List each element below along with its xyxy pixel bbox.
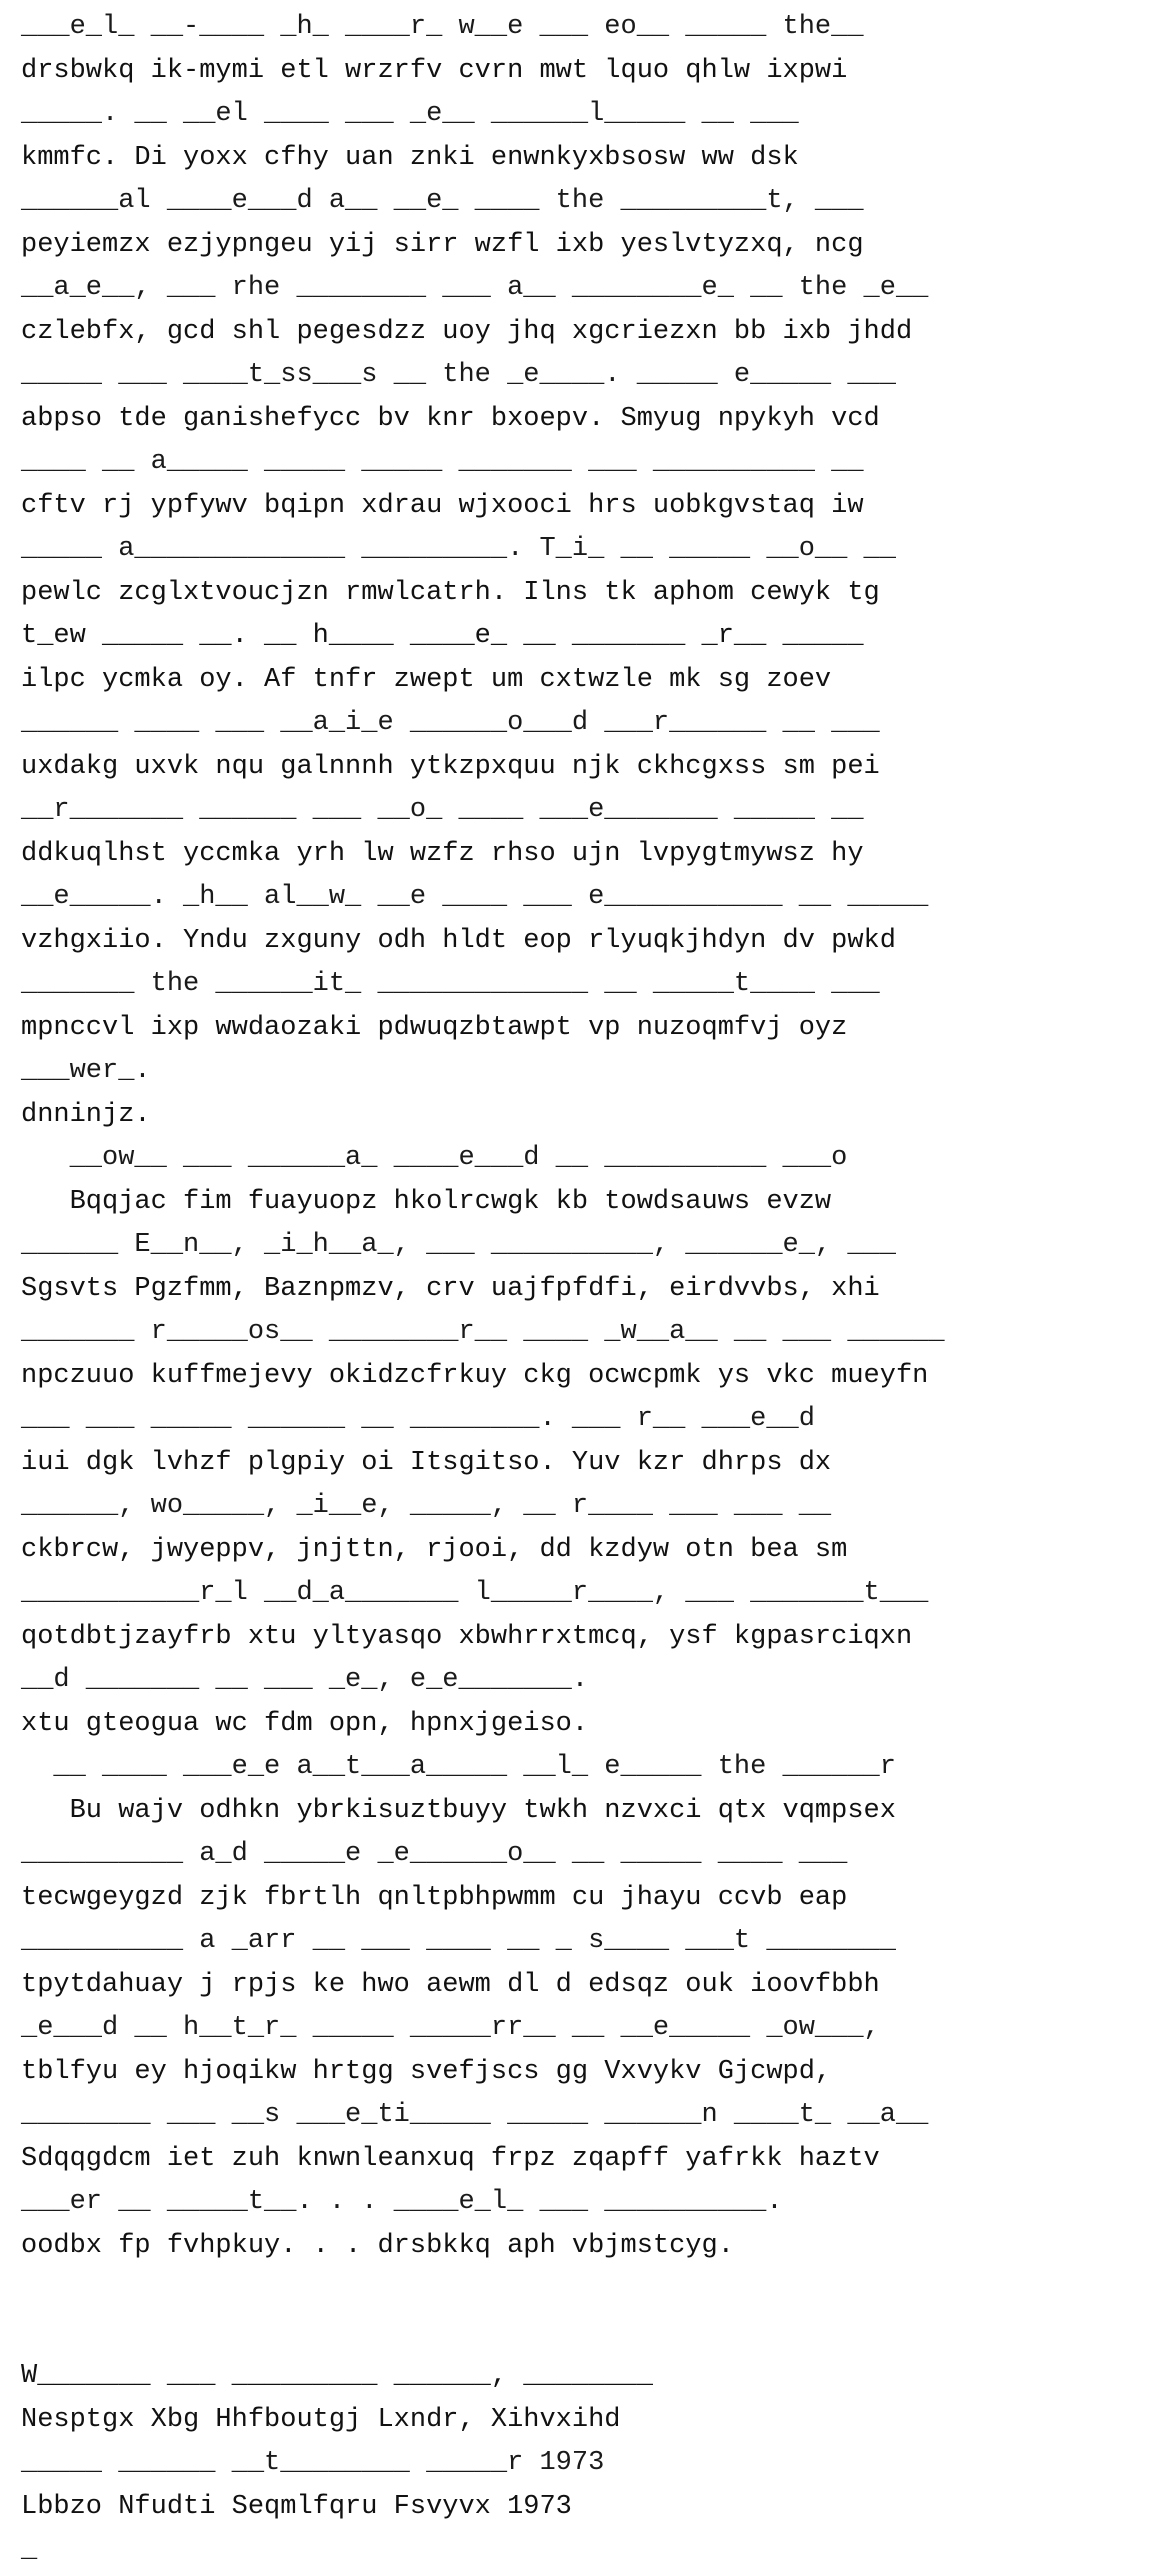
blank-line <box>21 2312 1141 2356</box>
text-line: ___wer_. <box>21 1056 151 1086</box>
text-line: __________ a _arr __ ___ ____ __ _ s____ ___t ________ <box>21 1926 896 1956</box>
text-line: Sgsvts Pgzfmm, Baznpmzv, crv uajfpfdfi, eirdvvbs, xhi <box>21 1273 880 1304</box>
text-line: __________ a_d _____e _e______o__ __ _____ ____ ___ <box>21 1839 848 1869</box>
text-line: __ ____ ___e_e a__t___a_____ __l_ e_____ the ______r <box>21 1752 896 1782</box>
text-line: _____ ___ ____t_ss___s __ the _e____. _____ e_____ ___ <box>21 360 896 390</box>
text-line: _______ the ______it_ _____________ __ _____t____ ___ <box>21 969 880 999</box>
text-line: cftv rj ypfywv bqipn xdrau wjxooci hrs uobkgvstaq iw <box>21 490 864 521</box>
text-line: ______al ____e___d a__ __e_ ____ the _________t, ___ <box>21 186 864 216</box>
text-line: t_ew _____ __. __ h____ ____e_ __ _______ _r__ _____ <box>21 621 864 651</box>
text-line: npczuuo kuffmejevy okidzcfrkuy ckg ocwcpmk ys vkc mueyfn <box>21 1360 929 1391</box>
text-line: tecwgeygzd zjk fbrtlh qnltpbhpwmm cu jhayu ccvb eap <box>21 1882 848 1913</box>
text-line: ______, wo_____, _i__e, _____, __ r____ ___ ___ __ <box>21 1491 832 1521</box>
text-line: ___________r_l __d_a_______ l_____r____, ___ _______t___ <box>21 1578 929 1608</box>
text-line: qotdbtjzayfrb xtu yltyasqo xbwhrrxtmcq, ysf kgpasrciqxn <box>21 1621 913 1652</box>
text-line: ddkuqlhst yccmka yrh lw wzfz rhso ujn lvpygtmywsz hy <box>21 838 864 869</box>
text-line: abpso tde ganishefycc bv knr bxoepv. Smyug npykyh vcd <box>21 403 880 434</box>
text-line: oodbx fp fvhpkuy. . . drsbkkq aph vbjmstcyg. <box>21 2230 734 2261</box>
text-line: czlebfx, gcd shl pegesdzz uoy jhq xgcriezxn bb ixb jhdd <box>21 316 913 347</box>
text-line: tpytdahuay j rpjs ke hwo aewm dl d edsqz ouk ioovfbbh <box>21 1969 880 2000</box>
text-line: __d _______ __ ___ _e_, e_e_______. <box>21 1665 589 1695</box>
text-line: ______ ____ ___ __a_i_e ______o___d ___r______ __ ___ <box>21 708 880 738</box>
text-line: ___e_l_ __-____ _h_ ____r_ w__e ___ eo__ _____ the__ <box>21 12 864 42</box>
blank-line <box>21 2268 1141 2312</box>
text-line: _____ a_____________ _________. T_i_ __ _____ __o__ __ <box>21 534 896 564</box>
text-line: __r_______ ______ ___ __o_ ____ ___e_______ _____ __ <box>21 795 864 825</box>
text-line: Nesptgx Xbg Hhfboutgj Lxndr, Xihvxihd <box>21 2404 621 2435</box>
text-line: ______ E__n__, _i_h__a_, ___ __________, ______e_, ___ <box>21 1230 896 1260</box>
text-line: dnninjz. <box>21 1099 151 1130</box>
text-line: _e___d __ h__t_r_ _____ _____rr__ __ __e_____ _ow___, <box>21 2013 880 2043</box>
text-line: _______ r_____os__ ________r__ ____ _w__a__ __ ___ ______ <box>21 1317 945 1347</box>
text-line: drsbwkq ik-mymi etl wrzrfv cvrn mwt lquo qhlw ixpwi <box>21 55 848 86</box>
text-line: pewlc zcglxtvoucjzn rmwlcatrh. Ilns tk aphom cewyk tg <box>21 577 880 608</box>
text-line: Lbbzo Nfudti Seqmlfqru Fsvyvx 1973 <box>21 2491 572 2522</box>
text-line: vzhgxiio. Yndu zxguny odh hldt eop rlyuqkjhdyn dv pwkd <box>21 925 896 956</box>
text-line: __e_____. _h__ al__w_ __e ____ ___ e___________ __ _____ <box>21 882 929 912</box>
text-line: __ow__ ___ ______a_ ____e___d __ __________ ___o <box>21 1143 848 1173</box>
text-line: ________ ___ __s ___e_ti_____ _____ ______n ____t_ __a__ <box>21 2100 929 2130</box>
text-line: xtu gteogua wc fdm opn, hpnxjgeiso. <box>21 1708 589 1739</box>
text-line: ___er __ _____t__. . . ____e_l_ ___ __________. <box>21 2187 783 2217</box>
text-line: Sdqqgdcm iet zuh knwnleanxuq frpz zqapff yafrkk haztv <box>21 2143 880 2174</box>
text-line: _____. __ __el ____ ___ _e__ ______l_____ __ ___ <box>21 99 799 129</box>
text-line: peyiemzx ezjypngeu yij sirr wzfl ixb yeslvtyzxq, ncg <box>21 229 864 260</box>
text-line: kmmfc. Di yoxx cfhy uan znki enwnkyxbsosw ww dsk <box>21 142 799 173</box>
text-line: __a_e__, ___ rhe ________ ___ a__ ________e_ __ the _e__ <box>21 273 929 303</box>
text-line: ckbrcw, jwyeppv, jnjttn, rjooi, dd kzdyw otn bea sm <box>21 1534 848 1565</box>
document-body <box>21 6 1141 2573</box>
text-line: W_______ ___ _________ ______, ________ <box>21 2361 653 2391</box>
text-line: iui dgk lvhzf plgpiy oi Itsgitso. Yuv kzr dhrps dx <box>21 1447 832 1478</box>
text-line: _____ ______ __t________ _____r 1973 <box>21 2448 605 2478</box>
text-line: Bu wajv odhkn ybrkisuztbuyy twkh nzvxci qtx vqmpsex <box>21 1795 896 1826</box>
text-line: ilpc ycmka oy. Af tnfr zwept um cxtwzle mk sg zoev <box>21 664 832 695</box>
text-line: ____ __ a_____ _____ _____ _______ ___ __________ __ <box>21 447 864 477</box>
text-line: ___ ___ _____ ______ __ ________. ___ r__ ___e__d <box>21 1404 815 1434</box>
text-line: Bqqjac fim fuayuopz hkolrcwgk kb towdsauws evzw <box>21 1186 832 1217</box>
text-line: uxdakg uxvk nqu galnnnh ytkzpxquu njk ckhcgxss sm pei <box>21 751 880 782</box>
text-line: mpnccvl ixp wwdaozaki pdwuqzbtawpt vp nuzoqmfvj oyz <box>21 1012 848 1043</box>
text-line: _ <box>21 2535 38 2565</box>
text-line: tblfyu ey hjoqikw hrtgg svefjscs gg Vxvykv Gjcwpd, <box>21 2056 832 2087</box>
